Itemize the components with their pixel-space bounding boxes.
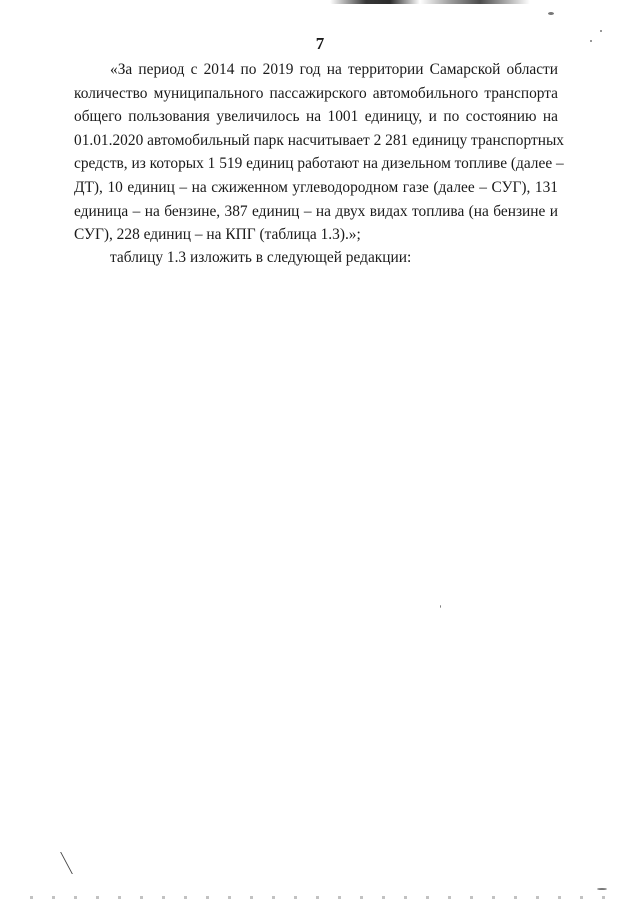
scan-speck — [548, 12, 554, 15]
scan-speck — [440, 605, 441, 608]
paragraph-line: средств, из которых 1 519 единиц работают на дизельном топливе (далее – — [74, 155, 564, 173]
scan-speck — [597, 888, 607, 890]
paragraph-line: «За период с 2014 по 2019 год на территории Самарской области — [110, 61, 558, 78]
page-number: 7 — [315, 34, 325, 53]
instruction-paragraph: таблицу 1.3 изложить в следующей редакции: — [110, 249, 412, 266]
paragraph-line: общего пользования увеличилось на 1001 единицу, и по состоянию на — [74, 108, 558, 126]
paragraph-line: СУГ), 228 единиц – на КПГ (таблица 1.3).»; — [74, 226, 361, 244]
amendment-paragraph — [74, 58, 564, 247]
paragraph-line: количество муниципального пассажирского автомобильного транспорта — [74, 84, 558, 102]
scan-speck — [600, 30, 602, 32]
paragraph-line: единица – на бензине, 387 единиц – на двух видах топлива (на бензине и — [74, 202, 558, 220]
scan-stroke — [32, 852, 73, 874]
paragraph-line: ДТ), 10 единиц – на сжиженном углеводородном газе (далее – СУГ), 131 — [74, 178, 558, 196]
paragraph-line: 01.01.2020 автомобильный парк насчитывает 2 281 единицу транспортных — [74, 131, 564, 149]
scan-smudge — [330, 0, 530, 4]
scan-dots — [30, 896, 610, 899]
